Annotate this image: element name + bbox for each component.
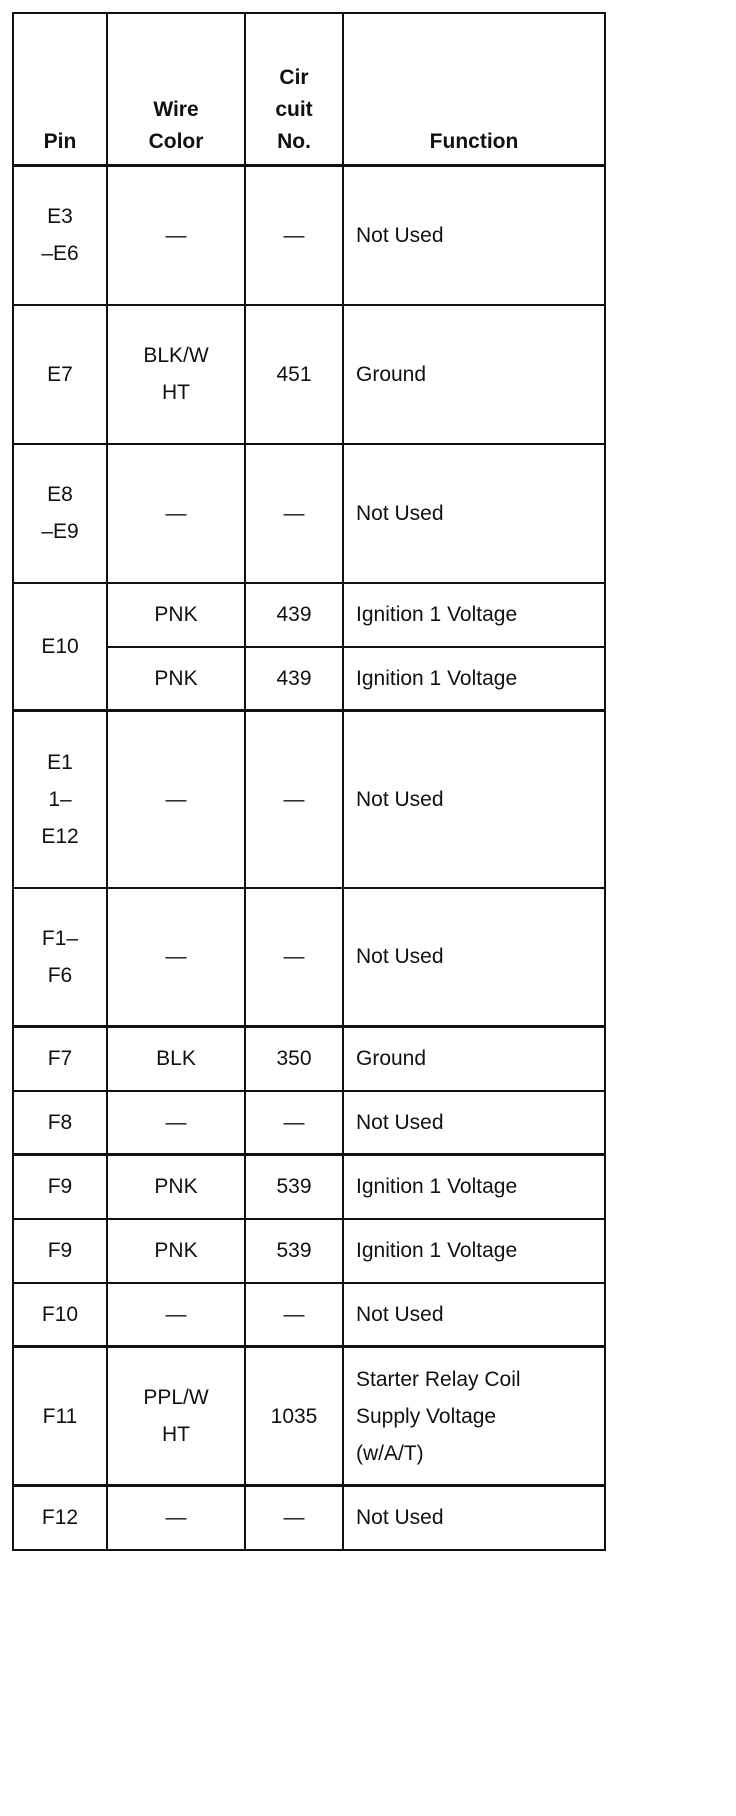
circuit-cell: 439 — [245, 647, 343, 711]
circuit-cell: 350 — [245, 1027, 343, 1091]
pin-cell: F12 — [13, 1486, 107, 1550]
header-pin: Pin — [13, 13, 107, 166]
pin-cell: E1 1– E12 — [13, 711, 107, 888]
function-cell: Starter Relay Coil Supply Voltage (w/A/T) — [343, 1347, 605, 1486]
wire-color-cell: BLK — [107, 1027, 245, 1091]
header-circuit-no: Cir cuit No. — [245, 13, 343, 166]
wire-color-cell: — — [107, 444, 245, 583]
table-row — [13, 305, 605, 444]
function-cell: Ignition 1 Voltage — [343, 647, 605, 711]
function-cell: Not Used — [343, 444, 605, 583]
wire-color-cell: PNK — [107, 647, 245, 711]
circuit-cell: 1035 — [245, 1347, 343, 1486]
pin-cell: E3 –E6 — [13, 166, 107, 305]
table-row — [13, 1219, 605, 1283]
header-wire-color: Wire Color — [107, 13, 245, 166]
wire-color-cell: PNK — [107, 1219, 245, 1283]
circuit-cell: 451 — [245, 305, 343, 444]
pin-cell: E7 — [13, 305, 107, 444]
table-row — [13, 444, 605, 583]
table-row — [13, 711, 605, 888]
function-cell: Not Used — [343, 166, 605, 305]
wire-color-cell: BLK/W HT — [107, 305, 245, 444]
wire-color-cell: — — [107, 1283, 245, 1347]
pin-cell: F8 — [13, 1091, 107, 1155]
table-row — [13, 1155, 605, 1219]
wire-color-cell: PNK — [107, 1155, 245, 1219]
circuit-cell: 539 — [245, 1219, 343, 1283]
function-cell: Not Used — [343, 1486, 605, 1550]
function-cell: Not Used — [343, 711, 605, 888]
function-cell: Ignition 1 Voltage — [343, 583, 605, 647]
function-cell: Not Used — [343, 888, 605, 1027]
wire-color-cell: — — [107, 888, 245, 1027]
table-row — [13, 1486, 605, 1550]
function-cell: Ground — [343, 305, 605, 444]
table-row — [13, 1347, 605, 1486]
circuit-cell: — — [245, 1091, 343, 1155]
pin-cell: F9 — [13, 1219, 107, 1283]
pin-cell: F9 — [13, 1155, 107, 1219]
function-cell: Ignition 1 Voltage — [343, 1155, 605, 1219]
circuit-cell: 539 — [245, 1155, 343, 1219]
function-cell: Ground — [343, 1027, 605, 1091]
wire-color-cell: — — [107, 1486, 245, 1550]
circuit-cell: — — [245, 444, 343, 583]
function-cell: Not Used — [343, 1283, 605, 1347]
wire-color-cell: — — [107, 711, 245, 888]
pin-cell: E8 –E9 — [13, 444, 107, 583]
circuit-cell: — — [245, 166, 343, 305]
header-function: Function — [343, 13, 605, 166]
table-row — [13, 583, 605, 647]
table-row — [13, 1027, 605, 1091]
pin-cell: F1– F6 — [13, 888, 107, 1027]
table-row — [13, 888, 605, 1027]
wire-color-cell: PPL/W HT — [107, 1347, 245, 1486]
pin-cell: F7 — [13, 1027, 107, 1091]
circuit-cell: — — [245, 1486, 343, 1550]
connector-pinout-table — [12, 12, 606, 1551]
pin-cell: E10 — [13, 583, 107, 711]
circuit-cell: — — [245, 1283, 343, 1347]
wire-color-cell: — — [107, 166, 245, 305]
table-row — [13, 1283, 605, 1347]
circuit-cell: — — [245, 888, 343, 1027]
pin-cell: F10 — [13, 1283, 107, 1347]
pin-cell: F11 — [13, 1347, 107, 1486]
wire-color-cell: — — [107, 1091, 245, 1155]
table-row — [13, 166, 605, 305]
circuit-cell: — — [245, 711, 343, 888]
circuit-cell: 439 — [245, 583, 343, 647]
function-cell: Ignition 1 Voltage — [343, 1219, 605, 1283]
function-cell: Not Used — [343, 1091, 605, 1155]
table-row — [13, 1091, 605, 1155]
wire-color-cell: PNK — [107, 583, 245, 647]
table-header-row — [13, 13, 605, 166]
